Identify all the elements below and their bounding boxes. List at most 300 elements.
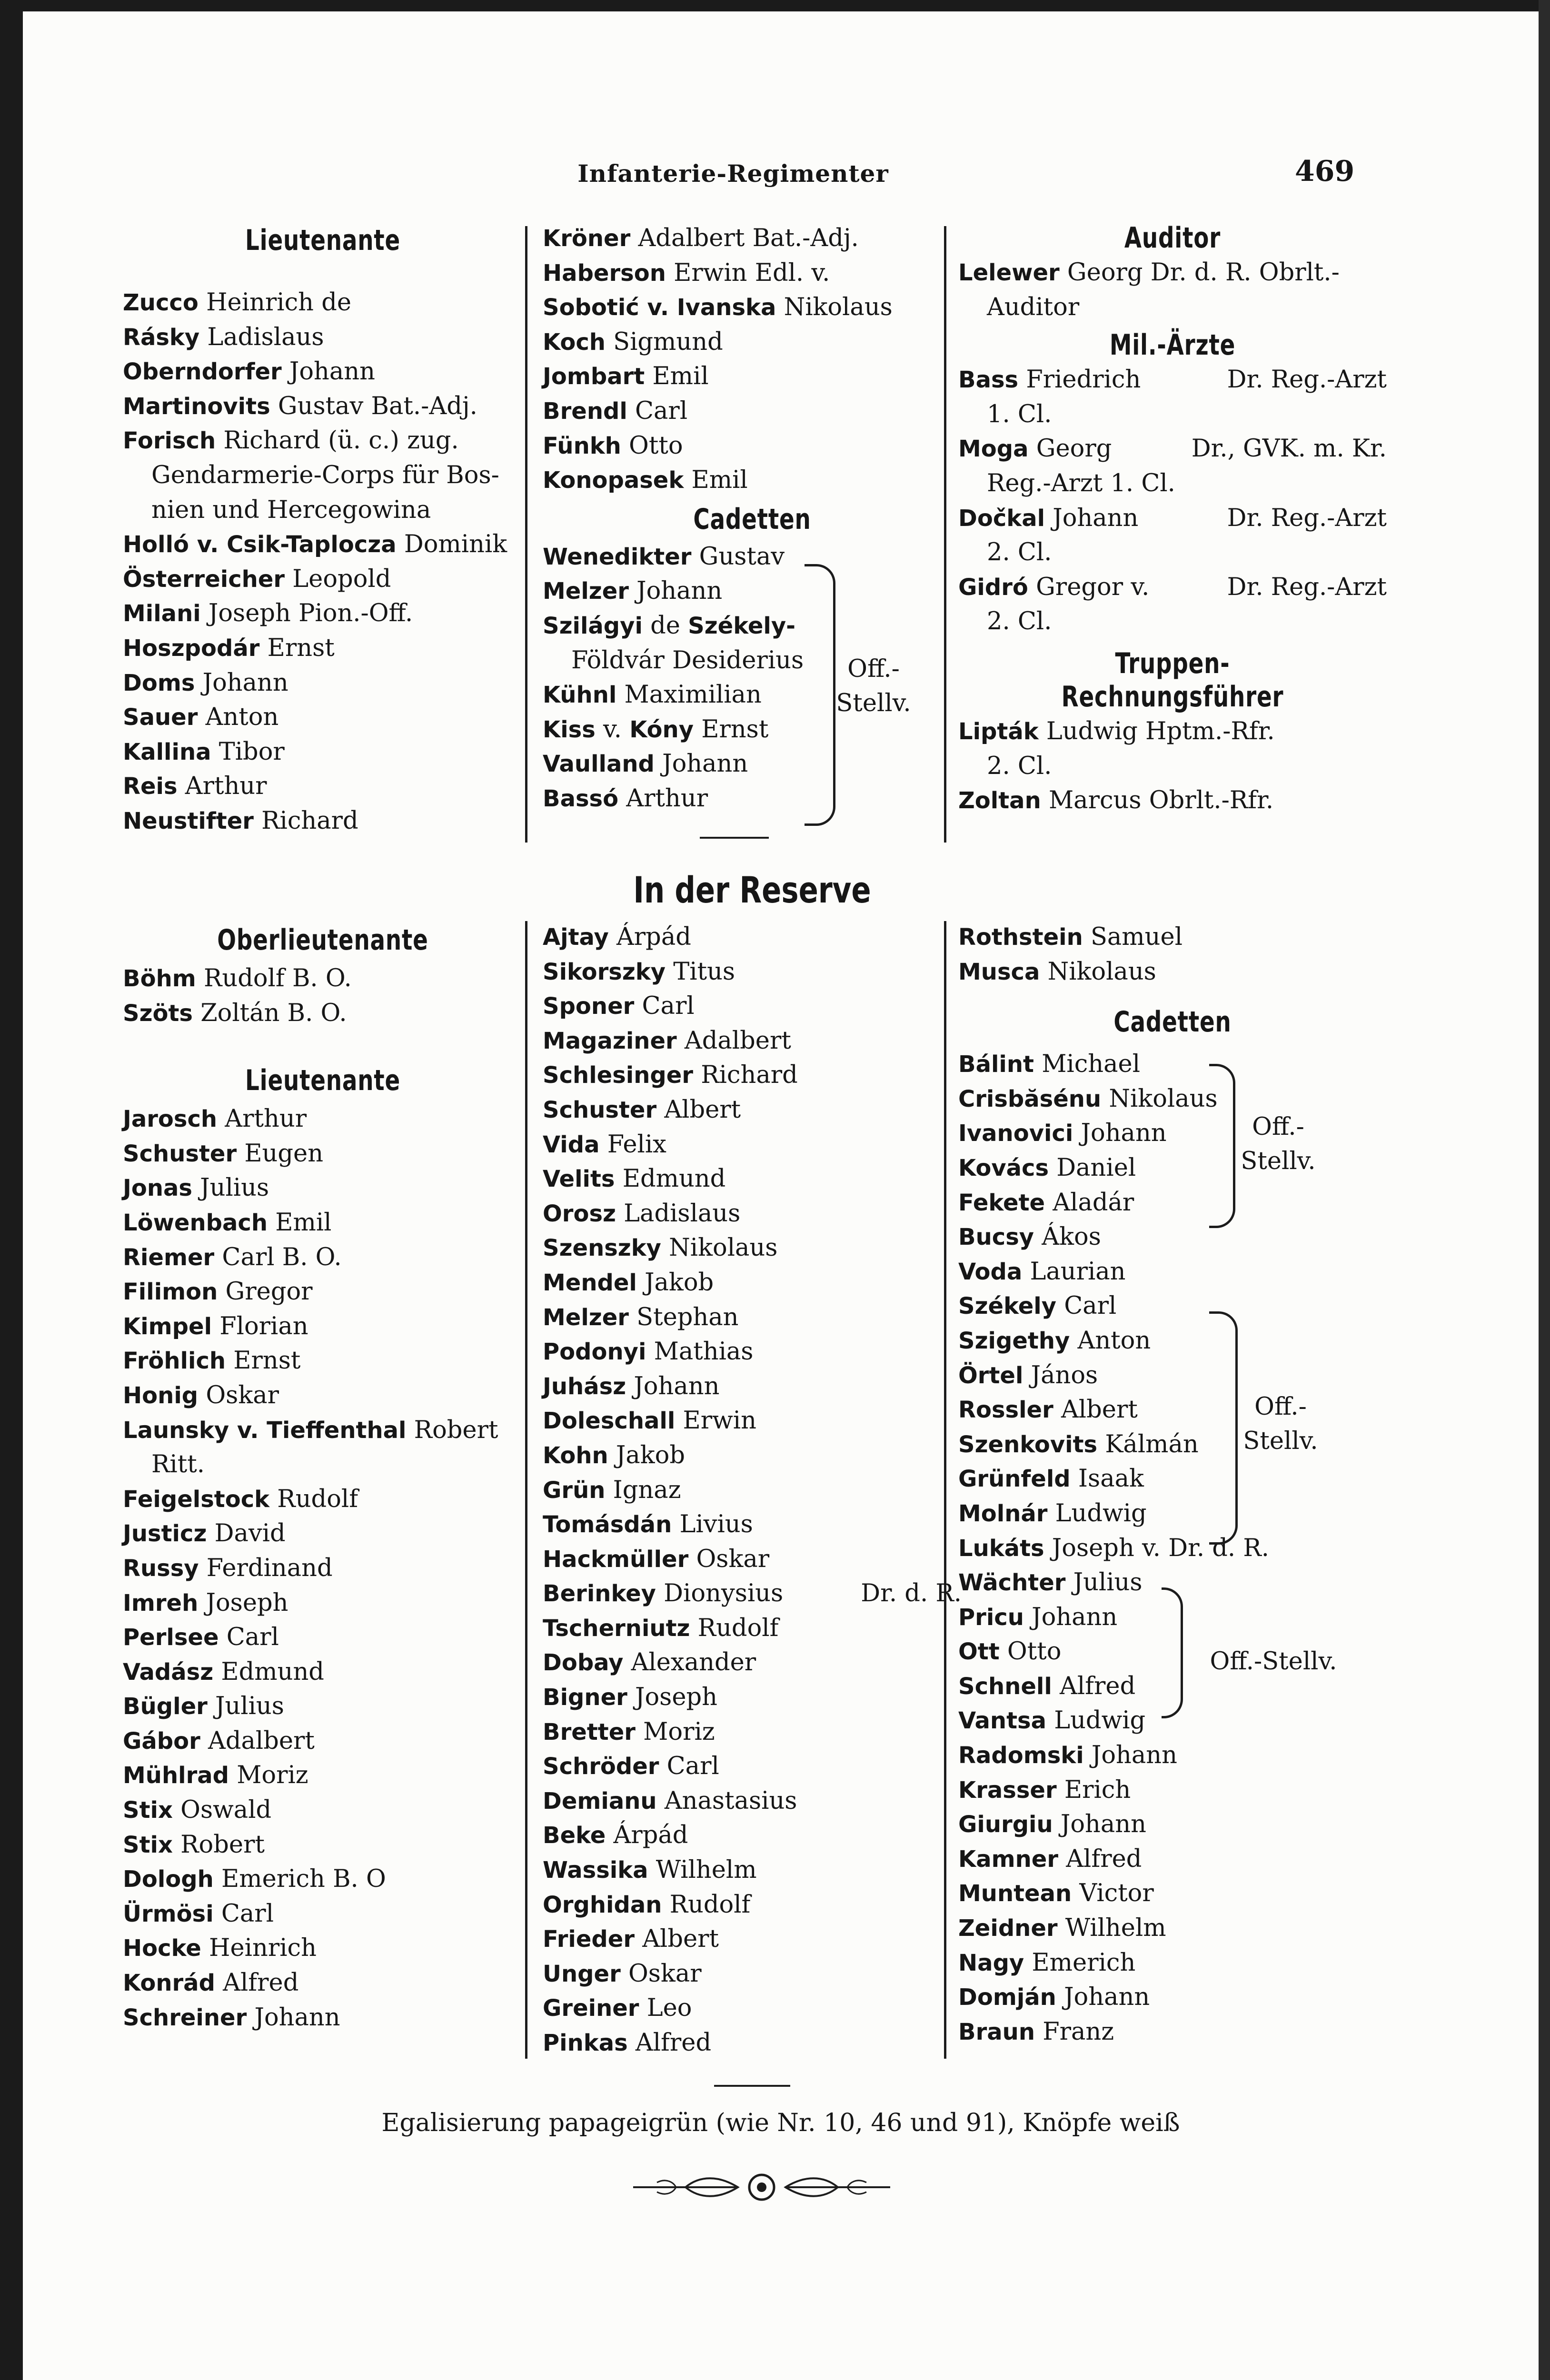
entry-name bbox=[123, 807, 358, 835]
given-name: Zoltán B. O. bbox=[193, 999, 347, 1027]
list-item bbox=[543, 574, 962, 609]
surname: Oberndorfer bbox=[123, 358, 282, 386]
surname: Österreicher bbox=[123, 565, 285, 593]
given-name: Heinrich bbox=[201, 1934, 317, 1963]
given-name: Marcus Obrlt.-Rfr. bbox=[1041, 786, 1274, 815]
entry-name bbox=[543, 992, 695, 1020]
list-item bbox=[543, 747, 962, 782]
list-item bbox=[543, 1128, 962, 1162]
heading-truppen-rechnungsfuehrer: Truppen-Rechnungsführer bbox=[1061, 646, 1284, 714]
surname: Magaziner bbox=[543, 1027, 677, 1054]
list-item bbox=[123, 527, 523, 562]
given-name: Ludwig Hptm.-Rfr. bbox=[1038, 717, 1275, 745]
surname: Zucco bbox=[123, 289, 199, 316]
continuation-text: Auditor bbox=[987, 293, 1080, 321]
list-item bbox=[123, 1309, 523, 1344]
entry-name bbox=[543, 1269, 714, 1297]
surname: Musca bbox=[958, 958, 1040, 985]
surname: Székely bbox=[958, 1293, 1056, 1320]
given-name: Carl bbox=[627, 397, 688, 425]
bracket-top-cadetten bbox=[805, 564, 835, 826]
entry-name bbox=[543, 784, 708, 813]
entry-name bbox=[958, 1465, 1144, 1493]
list-item bbox=[123, 562, 523, 597]
scan-edge-right bbox=[1539, 0, 1550, 2380]
given-name: Carl bbox=[219, 1623, 279, 1652]
surname: Pricu bbox=[958, 1604, 1024, 1631]
surname-part: Székely- bbox=[688, 612, 796, 639]
surname: Kallina bbox=[123, 738, 211, 765]
list-item bbox=[123, 1724, 523, 1759]
list-item bbox=[543, 394, 962, 429]
given-name: Jakob bbox=[608, 1441, 685, 1469]
continuation-text: 2. Cl. bbox=[987, 538, 1052, 567]
entry-name bbox=[958, 1706, 1145, 1735]
list-item bbox=[543, 540, 962, 575]
list-item bbox=[958, 1186, 1387, 1220]
surname: Bretter bbox=[543, 1718, 636, 1745]
given-name: Samuel bbox=[1083, 923, 1183, 951]
scan-edge-left bbox=[0, 0, 23, 2380]
entry-name bbox=[543, 1891, 750, 1919]
entry-name bbox=[958, 1603, 1117, 1631]
reserve-middle-column bbox=[543, 920, 962, 2061]
entry-name bbox=[958, 717, 1275, 745]
heading-in-der-reserve: In der Reserve bbox=[633, 869, 871, 911]
surname: Greiner bbox=[543, 1995, 639, 2022]
entry-name bbox=[543, 1752, 719, 1780]
given-name: Alfred bbox=[627, 2029, 712, 2057]
continuation-text: nien und Hercegowina bbox=[151, 496, 431, 524]
list-item bbox=[958, 955, 1387, 990]
surname: Rothstein bbox=[958, 924, 1083, 951]
entry-name bbox=[123, 1381, 279, 1409]
list-item bbox=[543, 1991, 962, 2026]
entry-name bbox=[958, 1223, 1101, 1251]
surname: Fekete bbox=[958, 1189, 1045, 1216]
list-item bbox=[543, 1922, 962, 1957]
continuation-text: 2. Cl. bbox=[987, 752, 1052, 780]
list-item bbox=[543, 609, 962, 644]
list-item bbox=[123, 1240, 523, 1275]
surname: Giurgiu bbox=[958, 1811, 1053, 1838]
surname: Bass bbox=[958, 367, 1019, 394]
rank-note: Dr. Reg.-Arzt bbox=[1227, 504, 1387, 532]
entry-name bbox=[958, 1327, 1151, 1355]
given-name: Laurian bbox=[1022, 1257, 1126, 1286]
entry-name bbox=[123, 1589, 288, 1617]
page-number: 469 bbox=[1295, 155, 1355, 188]
given-name: Emil bbox=[684, 466, 748, 495]
entry-name bbox=[543, 1096, 741, 1124]
list-item bbox=[543, 782, 962, 816]
given-name: Ladislaus bbox=[199, 323, 324, 351]
list-item bbox=[123, 700, 523, 735]
entry-name bbox=[958, 1568, 1143, 1597]
given-name: Ignaz bbox=[605, 1476, 681, 1504]
surname: Löwenbach bbox=[123, 1209, 268, 1236]
given-name: Árpád bbox=[608, 923, 691, 951]
surname: Forisch bbox=[123, 427, 216, 455]
entry-name bbox=[543, 328, 723, 356]
list-item bbox=[543, 290, 962, 325]
surname: Frieder bbox=[543, 1926, 635, 1953]
given-name: Johann bbox=[281, 357, 375, 386]
surname: Berinkey bbox=[543, 1580, 656, 1607]
given-name: Livius bbox=[672, 1510, 753, 1539]
given-name: Otto bbox=[621, 431, 683, 460]
bracket-reserve-group-1 bbox=[1209, 1064, 1235, 1228]
scan-edge-top bbox=[0, 0, 1550, 11]
given-name: Erwin bbox=[675, 1407, 756, 1435]
given-name: Johann bbox=[626, 1372, 720, 1400]
list-item bbox=[123, 631, 523, 666]
entry-name bbox=[958, 1741, 1177, 1769]
list-item bbox=[958, 1842, 1387, 1877]
given-name: Albert bbox=[1053, 1396, 1138, 1424]
surname: Mendel bbox=[543, 1269, 637, 1296]
given-name: Alfred bbox=[215, 1969, 299, 1997]
surname: Jonas bbox=[123, 1175, 192, 1202]
entry-name bbox=[543, 1372, 719, 1400]
list-item bbox=[958, 1497, 1387, 1531]
bracket-label-top: Off.- Stellv. bbox=[836, 655, 911, 717]
list-item bbox=[123, 666, 523, 701]
surname: Haberson bbox=[543, 259, 666, 287]
entry-name bbox=[123, 392, 477, 420]
given-name: Dominik bbox=[396, 530, 507, 559]
entry-name bbox=[958, 1637, 1061, 1666]
surname: Riemer bbox=[123, 1244, 215, 1271]
given-name: Rudolf bbox=[662, 1890, 751, 1919]
entry-name bbox=[958, 1085, 1218, 1113]
surname: Bassó bbox=[543, 785, 619, 812]
list-item bbox=[543, 1715, 962, 1750]
surname: Ott bbox=[958, 1638, 1000, 1666]
entry-name bbox=[543, 1545, 769, 1573]
list-item bbox=[958, 1462, 1387, 1497]
list-item bbox=[543, 1473, 962, 1508]
bracket-label-reserve-1: Off.- Stellv. bbox=[1241, 1113, 1316, 1175]
entry-name bbox=[123, 2003, 340, 2032]
given-name: Carl bbox=[213, 1899, 274, 1928]
entry-name bbox=[543, 1577, 783, 1611]
surname: Reis bbox=[123, 773, 178, 800]
given-name: Nikolaus bbox=[1101, 1084, 1218, 1113]
surname: Kamner bbox=[958, 1845, 1058, 1873]
heading-reserve-lieutenante: Lieutenante bbox=[245, 1064, 400, 1098]
list-item bbox=[958, 256, 1387, 290]
entry-name bbox=[123, 999, 347, 1027]
list-item bbox=[958, 397, 1387, 432]
entry-name bbox=[123, 323, 324, 351]
top-middle-column bbox=[543, 221, 962, 816]
list-item bbox=[543, 1680, 962, 1715]
list-item bbox=[958, 1946, 1387, 1981]
entry-name bbox=[958, 2018, 1114, 2046]
given-name: Jakob bbox=[636, 1268, 714, 1297]
given-name: Dionysius bbox=[656, 1579, 784, 1608]
entry-name bbox=[123, 288, 351, 317]
entry-name bbox=[543, 923, 691, 951]
surname: Szenszky bbox=[543, 1235, 661, 1262]
entry-name bbox=[543, 1200, 740, 1228]
surname: Kovács bbox=[958, 1154, 1049, 1181]
entry-name bbox=[543, 259, 830, 287]
entry-name bbox=[958, 1914, 1166, 1942]
given-name: Arthur bbox=[177, 772, 267, 801]
surname: Bügler bbox=[123, 1693, 208, 1720]
given-name: Richard bbox=[253, 806, 358, 835]
heading-oberlieutenante: Oberlieutenante bbox=[217, 923, 428, 957]
list-item bbox=[123, 1344, 523, 1378]
list-item bbox=[123, 1517, 523, 1551]
lukats-line: Lukáts Joseph v. Dr. d. R. bbox=[958, 1534, 1269, 1562]
list-item bbox=[123, 1931, 523, 1966]
surname: Orosz bbox=[543, 1200, 616, 1227]
short-rule-reserve-middle bbox=[714, 2085, 790, 2087]
entry-name bbox=[543, 1407, 756, 1435]
list-item bbox=[123, 1586, 523, 1621]
given-name: Carl bbox=[659, 1752, 719, 1781]
surname: Lelewer bbox=[958, 259, 1060, 286]
list-item bbox=[958, 783, 1387, 818]
entry-name bbox=[123, 1209, 331, 1237]
surname: Stix bbox=[123, 1831, 173, 1858]
entry-name bbox=[123, 738, 285, 766]
top-right-column bbox=[958, 221, 1387, 818]
given-name: Richard (ü. c.) zug. bbox=[216, 426, 459, 455]
given-name: Leopold bbox=[285, 565, 391, 593]
entry-name bbox=[123, 1796, 271, 1824]
list-item bbox=[543, 1093, 962, 1128]
surname: Launsky v. Tieffenthal bbox=[123, 1417, 407, 1444]
given-name: Alfred bbox=[1052, 1672, 1136, 1700]
list-item bbox=[543, 2026, 962, 2061]
entry-name bbox=[958, 1189, 1134, 1217]
surname: Kohn bbox=[543, 1442, 608, 1469]
given-name: Gregor bbox=[218, 1278, 313, 1306]
list-item bbox=[123, 996, 523, 1031]
entry-name bbox=[123, 1140, 323, 1168]
given-name: Daniel bbox=[1049, 1153, 1136, 1182]
surname: Gábor bbox=[123, 1727, 200, 1755]
list-item bbox=[123, 1137, 523, 1171]
list-item bbox=[123, 1378, 523, 1413]
given-name: Moriz bbox=[229, 1761, 308, 1790]
surname: Wächter bbox=[958, 1569, 1066, 1597]
given-name: Titus bbox=[666, 957, 735, 986]
list-item bbox=[123, 1171, 523, 1206]
given-name: Felix bbox=[599, 1130, 666, 1159]
surname: Doleschall bbox=[543, 1408, 676, 1435]
surname: Kröner bbox=[543, 225, 631, 252]
given-name: Emerich B. O bbox=[213, 1865, 386, 1894]
entry-name bbox=[123, 1831, 265, 1859]
entry-name bbox=[543, 1510, 753, 1538]
surname: Melzer bbox=[543, 1304, 629, 1331]
surname: Schreiner bbox=[123, 2004, 247, 2031]
surname: Bucsy bbox=[958, 1224, 1034, 1251]
list-item bbox=[123, 1448, 523, 1482]
heading-reserve-cadetten: Cadetten bbox=[1113, 1005, 1232, 1039]
given-name: Johann bbox=[1073, 1119, 1167, 1148]
surname: Hackmüller bbox=[543, 1546, 689, 1573]
list-item bbox=[543, 1266, 962, 1300]
surname: Fröhlich bbox=[123, 1348, 226, 1375]
surname: Hoszpodár bbox=[123, 635, 260, 662]
heading-cadetten: Cadetten bbox=[693, 502, 811, 536]
surname: Bálint bbox=[958, 1051, 1034, 1078]
surname: Örtel bbox=[958, 1362, 1023, 1389]
given-name: Nikolaus bbox=[1040, 957, 1156, 986]
list-item bbox=[958, 1047, 1387, 1082]
surname: Grünfeld bbox=[958, 1466, 1071, 1493]
given-name: Alexander bbox=[623, 1648, 756, 1677]
surname: Schröder bbox=[543, 1753, 659, 1780]
given-name: Erich bbox=[1056, 1775, 1131, 1804]
surname: Szilágyi bbox=[543, 612, 643, 639]
cadetten-group-1 bbox=[958, 1047, 1387, 1220]
reserve-left-column bbox=[123, 923, 523, 2035]
surname: Tscherniutz bbox=[543, 1615, 690, 1642]
surname: Sobotić v. Ivanska bbox=[543, 294, 776, 321]
entry-name bbox=[958, 1050, 1140, 1078]
reserve-middle-list bbox=[543, 920, 962, 2061]
list-item bbox=[543, 256, 962, 291]
entry-name bbox=[543, 1338, 753, 1366]
given-name: Rudolf B. O. bbox=[196, 964, 352, 992]
given-name: Robert bbox=[172, 1830, 265, 1859]
entry-name bbox=[543, 1856, 757, 1884]
continuation-text: 1. Cl. bbox=[987, 400, 1052, 428]
surname: Orghidan bbox=[543, 1891, 662, 1918]
list-item bbox=[958, 1151, 1387, 1186]
surname: Zoltan bbox=[958, 787, 1041, 814]
given-name: Stephan bbox=[628, 1303, 739, 1331]
surname: Koch bbox=[543, 328, 606, 356]
surname: Justicz bbox=[123, 1520, 207, 1547]
reserve-lieutenante-list bbox=[123, 1102, 523, 2035]
entry-name bbox=[123, 1658, 324, 1686]
entry-name bbox=[543, 362, 709, 390]
list-item bbox=[958, 605, 1387, 639]
surname: Crisbăsénu bbox=[958, 1085, 1102, 1112]
column-rule-top-left bbox=[525, 226, 527, 843]
heading-auditor: Auditor bbox=[1124, 221, 1221, 255]
continuation-text: Reg.-Arzt 1. Cl. bbox=[987, 469, 1175, 497]
list-item bbox=[543, 1577, 962, 1611]
surname: Tomásdán bbox=[543, 1511, 672, 1538]
list-item bbox=[958, 1220, 1387, 1255]
auditor-list bbox=[958, 256, 1387, 325]
entry-name bbox=[543, 1234, 777, 1262]
surname: Demianu bbox=[543, 1787, 657, 1815]
entry-name bbox=[958, 1154, 1136, 1182]
surname: Radomski bbox=[958, 1742, 1084, 1769]
given-name: Alfred bbox=[1058, 1844, 1142, 1873]
surname: Rossler bbox=[958, 1397, 1053, 1424]
entry-name bbox=[958, 1396, 1138, 1424]
list-item bbox=[958, 1324, 1387, 1359]
given-name: Oswald bbox=[172, 1796, 272, 1825]
list-item bbox=[543, 1749, 962, 1784]
given-name: Johann bbox=[1045, 504, 1139, 532]
given-name: Maximilian bbox=[616, 681, 762, 709]
entry-name bbox=[123, 426, 459, 455]
running-head: Infanterie-Regimenter bbox=[577, 159, 889, 188]
heading-lieutenante: Lieutenante bbox=[245, 224, 400, 257]
list-item bbox=[958, 501, 1387, 536]
surname: Schnell bbox=[958, 1673, 1052, 1700]
surname: Voda bbox=[958, 1258, 1023, 1285]
list-item bbox=[123, 1655, 523, 1690]
surname: Dočkal bbox=[958, 505, 1045, 532]
list-item bbox=[958, 432, 1387, 466]
footer-egalisierung: Egalisierung papageigrün (wie Nr. 10, 46 und 91), Knöpfe weiß bbox=[381, 2109, 1180, 2137]
list-item bbox=[543, 1818, 962, 1853]
surname: Holló v. Csik-Taplocza bbox=[123, 531, 397, 558]
entry-name bbox=[123, 1969, 298, 1997]
surname: Jarosch bbox=[123, 1106, 218, 1133]
given-name: Erwin Edl. v. bbox=[666, 258, 830, 287]
continuation-text: Gendarmerie-Corps für Bos- bbox=[151, 461, 499, 489]
list-item bbox=[123, 1206, 523, 1240]
surname: Dologh bbox=[123, 1866, 214, 1893]
entry-name bbox=[958, 1361, 1098, 1389]
entry-name bbox=[958, 1430, 1199, 1458]
entry-name bbox=[123, 703, 278, 731]
surname: Sponer bbox=[543, 993, 635, 1020]
given-name: Edmund bbox=[213, 1657, 324, 1686]
given-name: Emil bbox=[268, 1208, 332, 1237]
given-name: Oskar bbox=[620, 1959, 702, 1988]
entry-name bbox=[543, 1027, 791, 1055]
list-item bbox=[543, 221, 962, 256]
given-name: Emerich bbox=[1024, 1948, 1136, 1977]
entry-name bbox=[543, 612, 795, 640]
list-item bbox=[958, 1980, 1387, 2015]
surname: Schuster bbox=[543, 1096, 657, 1123]
entry-name bbox=[123, 599, 413, 627]
reserve-right-top-list bbox=[958, 920, 1387, 989]
given-name: Nikolaus bbox=[776, 293, 893, 322]
given-name: Carl bbox=[1056, 1292, 1117, 1320]
entry-name bbox=[543, 750, 748, 778]
bracket-reserve-group-3 bbox=[1162, 1587, 1183, 1718]
entry-name bbox=[123, 964, 352, 992]
given-name: Rudolf bbox=[269, 1485, 358, 1513]
given-name: Adalbert bbox=[200, 1726, 315, 1755]
list-item bbox=[123, 1897, 523, 1932]
given-name: Ernst bbox=[259, 634, 335, 662]
surname: Neustifter bbox=[123, 807, 254, 834]
top-left-column bbox=[123, 224, 523, 839]
entry-name bbox=[543, 577, 722, 605]
entry-name bbox=[123, 1105, 307, 1133]
entry-name bbox=[123, 1174, 269, 1202]
list-item bbox=[958, 749, 1387, 784]
oberlieutenante-list bbox=[123, 962, 523, 1031]
surname: Vadász bbox=[123, 1658, 214, 1686]
list-item bbox=[123, 1275, 523, 1309]
entry-name bbox=[958, 786, 1273, 814]
surname: Vaulland bbox=[543, 751, 655, 778]
list-item bbox=[123, 596, 523, 631]
entry-name bbox=[543, 432, 683, 460]
entry-name bbox=[958, 923, 1182, 951]
surname: Velits bbox=[543, 1166, 615, 1193]
